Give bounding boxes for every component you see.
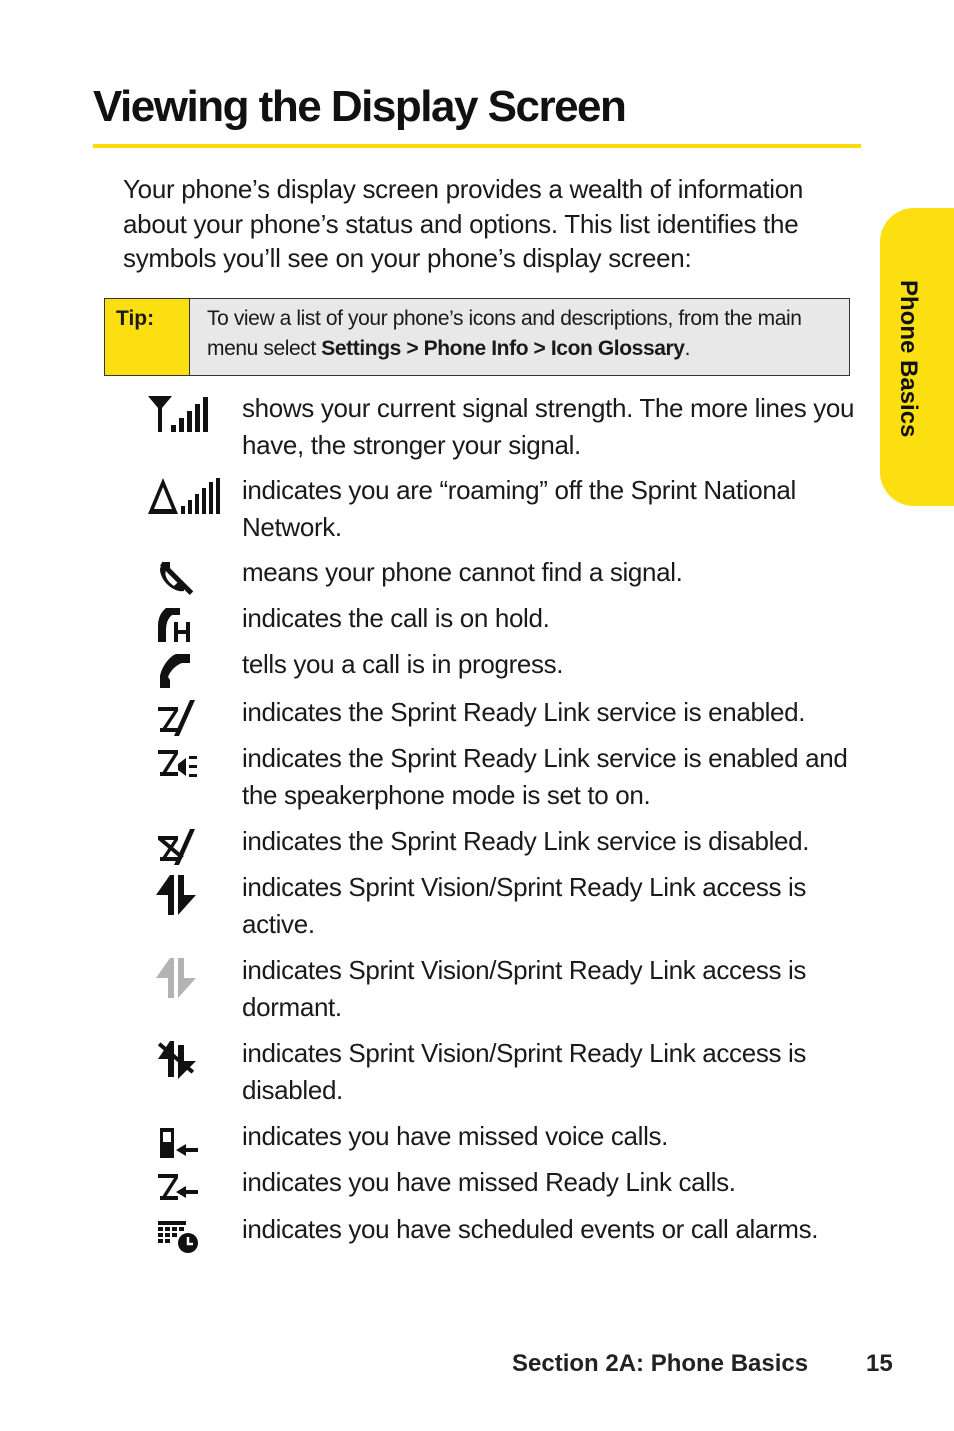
call-on-hold-icon (148, 606, 202, 646)
icon-description: indicates you have scheduled events or call alarms. (242, 1214, 819, 1244)
ready-link-speaker-icon (148, 746, 202, 786)
icon-description: indicates you have missed voice calls. (242, 1121, 669, 1151)
icon-description: indicates you are “roaming” off the Sprint National Network. (242, 475, 796, 542)
tip-text (190, 299, 849, 375)
icon-description: indicates the Sprint Ready Link service is enabled. (242, 697, 806, 727)
footer-section-label: Section 2A: Phone Basics (512, 1350, 809, 1377)
tip-text-before: To view a list of your phone’s icons and descriptions, from the main menu select (207, 307, 802, 360)
tip-label: Tip: (105, 299, 190, 375)
vision-disabled-icon (148, 1041, 202, 1083)
icon-description: means your phone cannot find a signal. (242, 557, 683, 587)
icon-description: indicates the Sprint Ready Link service is enabled and the speakerphone mode is set to on. (242, 743, 848, 810)
scheduled-event-icon (148, 1217, 202, 1257)
icon-description: indicates Sprint Vision/Sprint Ready Link access is dormant. (242, 955, 807, 1022)
title-underline (93, 144, 861, 148)
side-tab-label: Phone Basics (895, 280, 922, 438)
roaming-signal-icon (148, 478, 224, 518)
icon-description: indicates you have missed Ready Link calls. (242, 1167, 736, 1197)
tip-box (104, 298, 850, 376)
ready-link-enabled-icon (148, 700, 202, 740)
vision-active-icon (148, 875, 202, 917)
icon-description: indicates the call is on hold. (242, 603, 550, 633)
intro-paragraph: Your phone’s display screen provides a wealth of information about your phone’s status and options. This list identifies the symbols you’ll see on your phone’s display screen: (123, 174, 804, 273)
call-in-progress-icon (148, 652, 202, 692)
icon-description: tells you a call is in progress. (242, 649, 564, 679)
signal-strength-icon (148, 396, 214, 436)
icon-description: shows your current signal strength. The more lines you have, the stronger your signal. (242, 393, 855, 460)
missed-ready-link-icon (148, 1170, 202, 1210)
vision-dormant-icon (148, 958, 202, 1000)
tip-text-after: . (684, 337, 690, 360)
icon-description: indicates the Sprint Ready Link service is disabled. (242, 826, 810, 856)
ready-link-disabled-icon (148, 829, 202, 869)
icon-description: indicates Sprint Vision/Sprint Ready Link access is active. (242, 872, 807, 939)
tip-menu-path: Settings > Phone Info > Icon Glossary (321, 337, 685, 360)
icon-description: indicates Sprint Vision/Sprint Ready Link access is disabled. (242, 1038, 807, 1105)
page-title: Viewing the Display Screen (93, 82, 626, 131)
missed-voice-call-icon (148, 1124, 202, 1164)
section-side-tab (880, 208, 954, 506)
page-number: 15 (866, 1350, 893, 1377)
no-signal-icon (148, 560, 202, 600)
